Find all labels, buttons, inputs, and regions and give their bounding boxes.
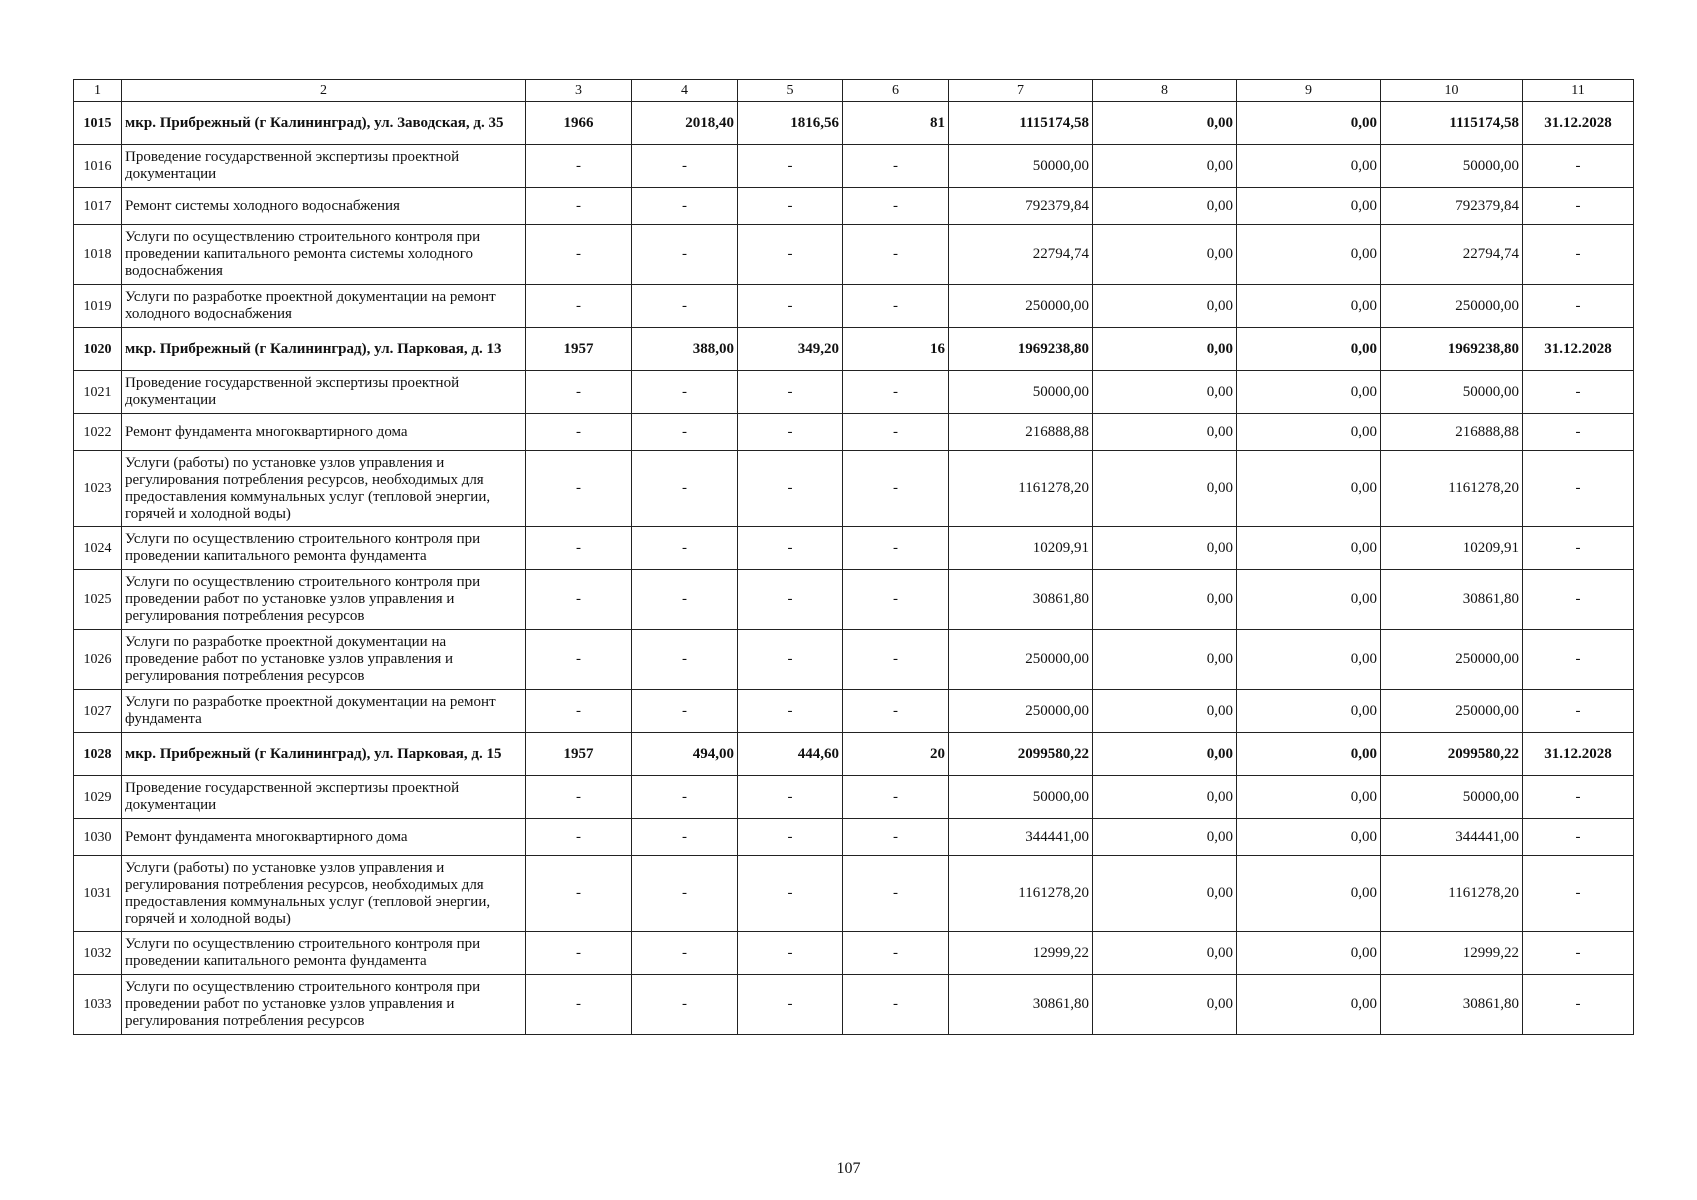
col6-cell: - xyxy=(843,527,949,570)
col4-cell: - xyxy=(632,856,738,932)
col9-cell: 0,00 xyxy=(1237,776,1381,819)
col4-cell: - xyxy=(632,225,738,285)
col3-cell: - xyxy=(526,145,632,188)
col11-cell: - xyxy=(1523,414,1634,451)
row-number-cell: 1030 xyxy=(74,819,122,856)
col6-cell: - xyxy=(843,776,949,819)
col5-cell: - xyxy=(738,527,843,570)
col8-cell: 0,00 xyxy=(1093,414,1237,451)
col3-cell: - xyxy=(526,285,632,328)
column-header: 4 xyxy=(632,80,738,102)
col8-cell: 0,00 xyxy=(1093,188,1237,225)
col4-cell: - xyxy=(632,527,738,570)
col5-cell: - xyxy=(738,451,843,527)
work-name-cell: Ремонт системы холодного водоснабжения xyxy=(122,188,526,225)
col9-cell: 0,00 xyxy=(1237,451,1381,527)
col3-cell: - xyxy=(526,819,632,856)
work-name-cell: Услуги по осуществлению строительного контроля при проведении капитального ремонта фундамента xyxy=(122,932,526,975)
row-number-cell: 1025 xyxy=(74,570,122,630)
col6-cell: 81 xyxy=(843,102,949,145)
column-header: 9 xyxy=(1237,80,1381,102)
col9-cell: 0,00 xyxy=(1237,225,1381,285)
col3-cell: - xyxy=(526,932,632,975)
col8-cell: 0,00 xyxy=(1093,733,1237,776)
col11-cell: - xyxy=(1523,145,1634,188)
col6-cell: - xyxy=(843,975,949,1035)
table-row xyxy=(74,285,1634,328)
col8-cell: 0,00 xyxy=(1093,819,1237,856)
col6-cell: 20 xyxy=(843,733,949,776)
col9-cell: 0,00 xyxy=(1237,145,1381,188)
col6-cell: - xyxy=(843,451,949,527)
col10-cell: 250000,00 xyxy=(1381,690,1523,733)
table-row xyxy=(74,188,1634,225)
col6-cell: - xyxy=(843,570,949,630)
col3-cell: - xyxy=(526,630,632,690)
col7-cell: 22794,74 xyxy=(949,225,1093,285)
row-number-cell: 1027 xyxy=(74,690,122,733)
col10-cell: 250000,00 xyxy=(1381,630,1523,690)
table-row xyxy=(74,145,1634,188)
col3-cell: - xyxy=(526,371,632,414)
table-row xyxy=(74,630,1634,690)
col5-cell: 1816,56 xyxy=(738,102,843,145)
col8-cell: 0,00 xyxy=(1093,285,1237,328)
col11-cell: - xyxy=(1523,856,1634,932)
col7-cell: 216888,88 xyxy=(949,414,1093,451)
col6-cell: - xyxy=(843,630,949,690)
col4-cell: - xyxy=(632,932,738,975)
row-number-cell: 1020 xyxy=(74,328,122,371)
col3-cell: - xyxy=(526,856,632,932)
col10-cell: 10209,91 xyxy=(1381,527,1523,570)
col7-cell: 12999,22 xyxy=(949,932,1093,975)
col4-cell: - xyxy=(632,371,738,414)
row-number-cell: 1017 xyxy=(74,188,122,225)
col4-cell: - xyxy=(632,145,738,188)
col11-cell: - xyxy=(1523,819,1634,856)
work-name-cell: мкр. Прибрежный (г Калининград), ул. Парковая, д. 15 xyxy=(122,733,526,776)
row-number-cell: 1023 xyxy=(74,451,122,527)
col8-cell: 0,00 xyxy=(1093,776,1237,819)
col9-cell: 0,00 xyxy=(1237,188,1381,225)
col3-cell: 1966 xyxy=(526,102,632,145)
col5-cell: - xyxy=(738,285,843,328)
works-table xyxy=(73,79,1634,1035)
col11-cell: 31.12.2028 xyxy=(1523,733,1634,776)
col10-cell: 2099580,22 xyxy=(1381,733,1523,776)
row-number-cell: 1016 xyxy=(74,145,122,188)
col6-cell: - xyxy=(843,819,949,856)
row-number-cell: 1022 xyxy=(74,414,122,451)
work-name-cell: Услуги по осуществлению строительного контроля при проведении капитального ремонта системы холодного водоснабжения xyxy=(122,225,526,285)
col4-cell: - xyxy=(632,285,738,328)
page-number: 107 xyxy=(836,1160,861,1177)
col3-cell: 1957 xyxy=(526,733,632,776)
row-number-cell: 1026 xyxy=(74,630,122,690)
col9-cell: 0,00 xyxy=(1237,819,1381,856)
col6-cell: - xyxy=(843,856,949,932)
col4-cell: - xyxy=(632,975,738,1035)
col4-cell: - xyxy=(632,819,738,856)
work-name-cell: Услуги по осуществлению строительного контроля при проведении работ по установке узлов управления и регулирования потребления ресурсов xyxy=(122,975,526,1035)
column-header: 2 xyxy=(122,80,526,102)
col5-cell: - xyxy=(738,975,843,1035)
document-sheet xyxy=(73,79,1633,1035)
col10-cell: 50000,00 xyxy=(1381,371,1523,414)
col6-cell: - xyxy=(843,285,949,328)
col5-cell: - xyxy=(738,856,843,932)
col11-cell: - xyxy=(1523,690,1634,733)
col8-cell: 0,00 xyxy=(1093,570,1237,630)
row-number-cell: 1024 xyxy=(74,527,122,570)
col8-cell: 0,00 xyxy=(1093,630,1237,690)
work-name-cell: мкр. Прибрежный (г Калининград), ул. Заводская, д. 35 xyxy=(122,102,526,145)
col10-cell: 250000,00 xyxy=(1381,285,1523,328)
col7-cell: 1161278,20 xyxy=(949,451,1093,527)
col6-cell: 16 xyxy=(843,328,949,371)
table-body xyxy=(74,80,1634,1035)
col5-cell: - xyxy=(738,776,843,819)
row-number-cell: 1018 xyxy=(74,225,122,285)
col6-cell: - xyxy=(843,188,949,225)
col7-cell: 50000,00 xyxy=(949,776,1093,819)
col5-cell: - xyxy=(738,414,843,451)
col8-cell: 0,00 xyxy=(1093,225,1237,285)
table-row xyxy=(74,932,1634,975)
work-name-cell: Услуги по разработке проектной документации на ремонт холодного водоснабжения xyxy=(122,285,526,328)
col7-cell: 1161278,20 xyxy=(949,856,1093,932)
table-row xyxy=(74,102,1634,145)
work-name-cell: Услуги (работы) по установке узлов управления и регулирования потребления ресурсов, необходимых для предоставления коммунальных услуг (тепловой энергии, горячей и холодной воды) xyxy=(122,451,526,527)
work-name-cell: мкр. Прибрежный (г Калининград), ул. Парковая, д. 13 xyxy=(122,328,526,371)
col6-cell: - xyxy=(843,371,949,414)
col11-cell: - xyxy=(1523,570,1634,630)
col4-cell: - xyxy=(632,776,738,819)
col10-cell: 1161278,20 xyxy=(1381,856,1523,932)
column-header: 11 xyxy=(1523,80,1634,102)
col10-cell: 50000,00 xyxy=(1381,776,1523,819)
col10-cell: 792379,84 xyxy=(1381,188,1523,225)
col11-cell: - xyxy=(1523,630,1634,690)
col8-cell: 0,00 xyxy=(1093,102,1237,145)
col5-cell: - xyxy=(738,932,843,975)
column-header: 10 xyxy=(1381,80,1523,102)
col8-cell: 0,00 xyxy=(1093,328,1237,371)
col8-cell: 0,00 xyxy=(1093,975,1237,1035)
col9-cell: 0,00 xyxy=(1237,856,1381,932)
col5-cell: - xyxy=(738,371,843,414)
table-row xyxy=(74,451,1634,527)
col11-cell: 31.12.2028 xyxy=(1523,102,1634,145)
col10-cell: 30861,80 xyxy=(1381,570,1523,630)
col10-cell: 22794,74 xyxy=(1381,225,1523,285)
col9-cell: 0,00 xyxy=(1237,102,1381,145)
work-name-cell: Проведение государственной экспертизы проектной документации xyxy=(122,145,526,188)
col9-cell: 0,00 xyxy=(1237,570,1381,630)
table-row xyxy=(74,975,1634,1035)
col5-cell: - xyxy=(738,690,843,733)
header-row xyxy=(74,80,1634,102)
col7-cell: 1115174,58 xyxy=(949,102,1093,145)
col7-cell: 250000,00 xyxy=(949,285,1093,328)
col10-cell: 216888,88 xyxy=(1381,414,1523,451)
work-name-cell: Услуги по осуществлению строительного контроля при проведении капитального ремонта фундамента xyxy=(122,527,526,570)
row-number-cell: 1032 xyxy=(74,932,122,975)
col9-cell: 0,00 xyxy=(1237,328,1381,371)
col3-cell: - xyxy=(526,225,632,285)
work-name-cell: Услуги по разработке проектной документации на ремонт фундамента xyxy=(122,690,526,733)
col9-cell: 0,00 xyxy=(1237,285,1381,328)
col6-cell: - xyxy=(843,932,949,975)
col9-cell: 0,00 xyxy=(1237,630,1381,690)
column-header: 8 xyxy=(1093,80,1237,102)
table-row xyxy=(74,414,1634,451)
col7-cell: 250000,00 xyxy=(949,690,1093,733)
col5-cell: - xyxy=(738,819,843,856)
col8-cell: 0,00 xyxy=(1093,527,1237,570)
col10-cell: 12999,22 xyxy=(1381,932,1523,975)
col7-cell: 2099580,22 xyxy=(949,733,1093,776)
table-row xyxy=(74,225,1634,285)
col3-cell: - xyxy=(526,690,632,733)
col11-cell: - xyxy=(1523,188,1634,225)
column-header: 5 xyxy=(738,80,843,102)
col9-cell: 0,00 xyxy=(1237,371,1381,414)
row-number-cell: 1029 xyxy=(74,776,122,819)
col7-cell: 10209,91 xyxy=(949,527,1093,570)
col5-cell: - xyxy=(738,630,843,690)
col5-cell: - xyxy=(738,188,843,225)
work-name-cell: Услуги по осуществлению строительного контроля при проведении работ по установке узлов управления и регулирования потребления ресурсов xyxy=(122,570,526,630)
column-header: 7 xyxy=(949,80,1093,102)
column-header: 3 xyxy=(526,80,632,102)
work-name-cell: Услуги по разработке проектной документации на проведение работ по установке узлов управления и регулирования потребления ресурсов xyxy=(122,630,526,690)
row-number-cell: 1033 xyxy=(74,975,122,1035)
col7-cell: 344441,00 xyxy=(949,819,1093,856)
col7-cell: 30861,80 xyxy=(949,570,1093,630)
table-row xyxy=(74,690,1634,733)
col10-cell: 1161278,20 xyxy=(1381,451,1523,527)
row-number-cell: 1021 xyxy=(74,371,122,414)
col6-cell: - xyxy=(843,690,949,733)
col4-cell: - xyxy=(632,451,738,527)
work-name-cell: Проведение государственной экспертизы проектной документации xyxy=(122,371,526,414)
row-number-cell: 1028 xyxy=(74,733,122,776)
table-row xyxy=(74,570,1634,630)
col3-cell: - xyxy=(526,414,632,451)
col11-cell: - xyxy=(1523,451,1634,527)
col11-cell: 31.12.2028 xyxy=(1523,328,1634,371)
col5-cell: - xyxy=(738,570,843,630)
col3-cell: - xyxy=(526,776,632,819)
col9-cell: 0,00 xyxy=(1237,733,1381,776)
col5-cell: 349,20 xyxy=(738,328,843,371)
col5-cell: 444,60 xyxy=(738,733,843,776)
col11-cell: - xyxy=(1523,285,1634,328)
table-row xyxy=(74,819,1634,856)
col7-cell: 50000,00 xyxy=(949,371,1093,414)
row-number-cell: 1031 xyxy=(74,856,122,932)
col6-cell: - xyxy=(843,414,949,451)
col4-cell: 388,00 xyxy=(632,328,738,371)
col7-cell: 792379,84 xyxy=(949,188,1093,225)
col3-cell: 1957 xyxy=(526,328,632,371)
col11-cell: - xyxy=(1523,225,1634,285)
col4-cell: - xyxy=(632,570,738,630)
col4-cell: - xyxy=(632,630,738,690)
col10-cell: 1969238,80 xyxy=(1381,328,1523,371)
col4-cell: - xyxy=(632,690,738,733)
col8-cell: 0,00 xyxy=(1093,451,1237,527)
col3-cell: - xyxy=(526,975,632,1035)
col7-cell: 250000,00 xyxy=(949,630,1093,690)
table-row xyxy=(74,328,1634,371)
table-row xyxy=(74,733,1634,776)
col7-cell: 50000,00 xyxy=(949,145,1093,188)
col11-cell: - xyxy=(1523,371,1634,414)
col8-cell: 0,00 xyxy=(1093,690,1237,733)
row-number-cell: 1019 xyxy=(74,285,122,328)
column-header: 6 xyxy=(843,80,949,102)
col11-cell: - xyxy=(1523,527,1634,570)
col6-cell: - xyxy=(843,145,949,188)
col4-cell: - xyxy=(632,414,738,451)
col10-cell: 1115174,58 xyxy=(1381,102,1523,145)
table-row xyxy=(74,371,1634,414)
col10-cell: 50000,00 xyxy=(1381,145,1523,188)
col10-cell: 30861,80 xyxy=(1381,975,1523,1035)
col5-cell: - xyxy=(738,145,843,188)
col8-cell: 0,00 xyxy=(1093,371,1237,414)
work-name-cell: Проведение государственной экспертизы проектной документации xyxy=(122,776,526,819)
column-header: 1 xyxy=(74,80,122,102)
col9-cell: 0,00 xyxy=(1237,527,1381,570)
col10-cell: 344441,00 xyxy=(1381,819,1523,856)
col8-cell: 0,00 xyxy=(1093,932,1237,975)
col9-cell: 0,00 xyxy=(1237,932,1381,975)
col9-cell: 0,00 xyxy=(1237,975,1381,1035)
table-row xyxy=(74,776,1634,819)
col11-cell: - xyxy=(1523,975,1634,1035)
col7-cell: 1969238,80 xyxy=(949,328,1093,371)
col11-cell: - xyxy=(1523,932,1634,975)
col3-cell: - xyxy=(526,188,632,225)
col6-cell: - xyxy=(843,225,949,285)
row-number-cell: 1015 xyxy=(74,102,122,145)
col7-cell: 30861,80 xyxy=(949,975,1093,1035)
col4-cell: - xyxy=(632,188,738,225)
work-name-cell: Ремонт фундамента многоквартирного дома xyxy=(122,414,526,451)
col3-cell: - xyxy=(526,451,632,527)
table-row xyxy=(74,527,1634,570)
col4-cell: 494,00 xyxy=(632,733,738,776)
table-row xyxy=(74,856,1634,932)
col9-cell: 0,00 xyxy=(1237,690,1381,733)
col3-cell: - xyxy=(526,527,632,570)
col11-cell: - xyxy=(1523,776,1634,819)
work-name-cell: Услуги (работы) по установке узлов управления и регулирования потребления ресурсов, необходимых для предоставления коммунальных услуг (тепловой энергии, горячей и холодной воды) xyxy=(122,856,526,932)
work-name-cell: Ремонт фундамента многоквартирного дома xyxy=(122,819,526,856)
col8-cell: 0,00 xyxy=(1093,145,1237,188)
col8-cell: 0,00 xyxy=(1093,856,1237,932)
col9-cell: 0,00 xyxy=(1237,414,1381,451)
col3-cell: - xyxy=(526,570,632,630)
col5-cell: - xyxy=(738,225,843,285)
col4-cell: 2018,40 xyxy=(632,102,738,145)
